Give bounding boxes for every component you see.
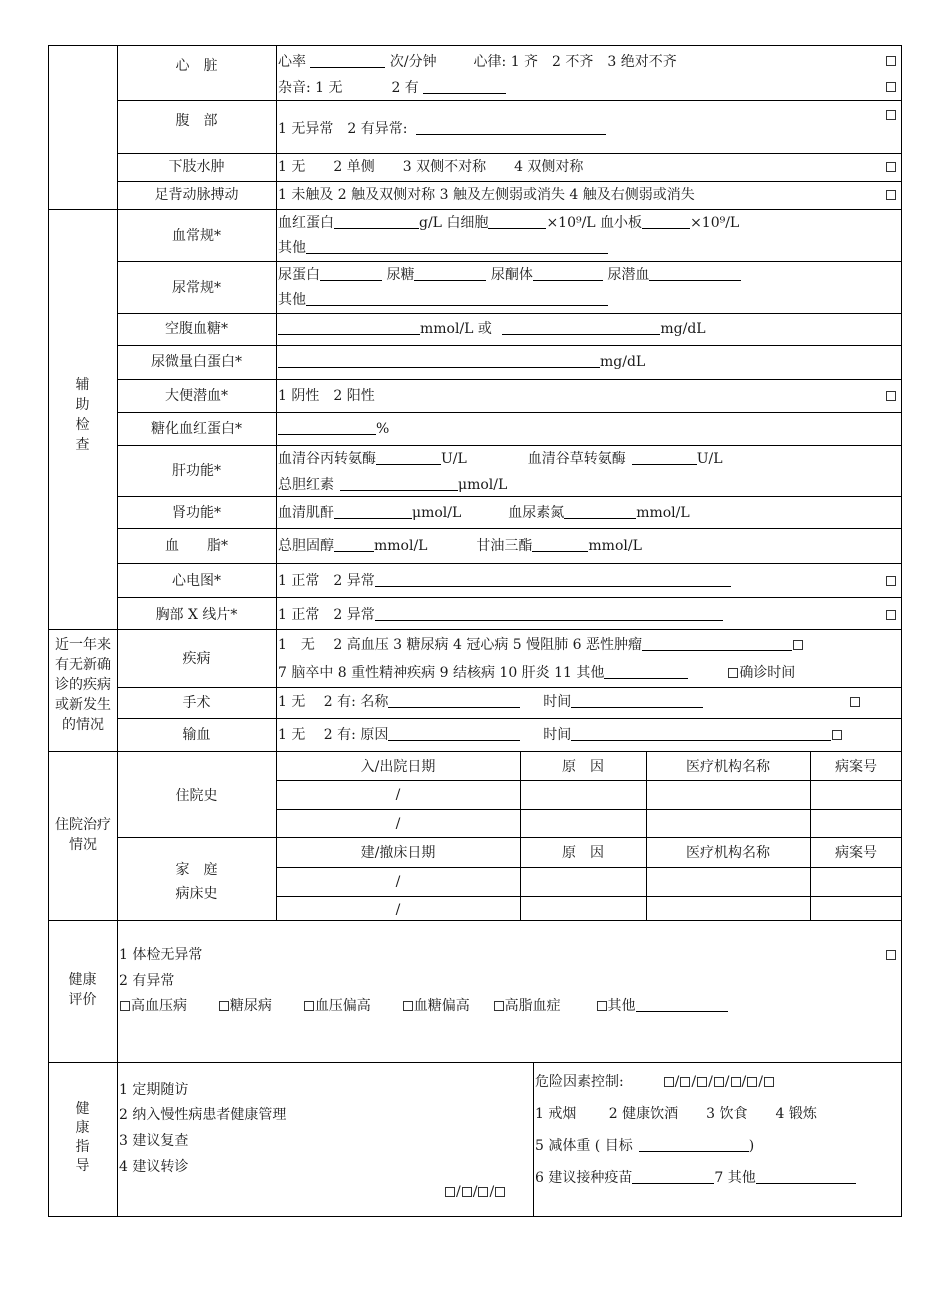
- aux-section-label: 辅 助 检 查: [75, 377, 90, 453]
- heart-rhythm-options: 1 齐 2 不齐 3 绝对不齐: [510, 54, 677, 70]
- urine-other-field[interactable]: [306, 292, 608, 306]
- plt-unit: ×10⁹/L: [690, 215, 740, 231]
- xray-checkbox[interactable]: [886, 610, 896, 620]
- scr-unit: μmol/L: [412, 505, 462, 521]
- lipid-row: [278, 538, 642, 554]
- fbg-unit1: mmol/L 或: [420, 321, 492, 337]
- inpatient-row1-date[interactable]: /: [395, 787, 401, 803]
- heart-rate-label: 心率: [278, 54, 306, 70]
- guide-item-3: 3 建议复查: [119, 1133, 189, 1149]
- tg-label: 甘油三酯: [476, 538, 533, 554]
- eval-opt-checkbox[interactable]: [597, 1001, 607, 1011]
- guide-checkbox-group: [444, 1184, 506, 1200]
- eval-opt-checkbox[interactable]: [219, 1001, 229, 1011]
- risk-other-field[interactable]: [756, 1170, 856, 1184]
- separator: /: [674, 1074, 680, 1090]
- grid-line: [117, 837, 902, 838]
- eval-opt-high-glucose: 血糖偏高: [413, 998, 470, 1014]
- eval-opt-checkbox[interactable]: [120, 1001, 130, 1011]
- guide-checkbox[interactable]: [478, 1187, 488, 1197]
- recent-section-label: 近一年来有无新确诊的疾病或新发生的情况: [55, 637, 111, 733]
- home-bed-row2-date[interactable]: /: [395, 902, 401, 918]
- pulse-checkbox[interactable]: [886, 190, 896, 200]
- grid-line: [48, 920, 902, 921]
- grid-line: [276, 896, 902, 897]
- grid-line: [117, 445, 902, 446]
- urine-routine-row2: [278, 292, 608, 308]
- urine-ket-field[interactable]: [533, 267, 603, 281]
- eval-opt-other: 其他: [607, 998, 636, 1014]
- fbg-unit2: mg/dL: [660, 321, 706, 337]
- urine-glu-field[interactable]: [414, 267, 486, 281]
- kidney-label: 肾功能*: [172, 505, 221, 521]
- alt-unit: U/L: [441, 451, 467, 467]
- heart-row1: [278, 54, 677, 70]
- risk-checkbox[interactable]: [714, 1077, 724, 1087]
- eval-checkbox[interactable]: [886, 950, 896, 960]
- ecg-options: 1 正常 2 异常: [278, 573, 375, 589]
- surgery-label: 手术: [182, 695, 211, 711]
- murmur-option-yes: 2 有: [391, 80, 419, 96]
- vaccine-field[interactable]: [632, 1170, 714, 1184]
- transfusion-row: [278, 727, 843, 743]
- surgery-time-label: 时间: [543, 694, 572, 710]
- hba1c-label: 糖化血红蛋白*: [151, 421, 242, 437]
- risk-control-row: [535, 1074, 775, 1090]
- urine-bld-label: 尿潜血: [607, 267, 650, 283]
- grid-line: [117, 313, 902, 314]
- inpatient-row2-date[interactable]: /: [395, 816, 401, 832]
- blood-other-label: 其他: [278, 240, 306, 256]
- grid-line: [117, 345, 902, 346]
- risk-weight-row: [535, 1138, 754, 1154]
- urine-bld-field[interactable]: [649, 267, 741, 281]
- murmur-option-none: 1 无: [315, 80, 343, 96]
- heart-label: 心 脏: [175, 58, 218, 74]
- separator: /: [456, 1184, 461, 1200]
- grid-line: [117, 261, 902, 262]
- hb-field[interactable]: [334, 215, 419, 229]
- grid-line: [48, 1062, 902, 1063]
- wbc-field[interactable]: [488, 215, 546, 229]
- grid-line: [646, 751, 647, 920]
- murmur-checkbox[interactable]: [886, 82, 896, 92]
- risk-checkbox[interactable]: [697, 1077, 707, 1087]
- eval-abnormal: 2 有异常: [119, 973, 175, 989]
- ecg-label: 心电图*: [172, 573, 221, 589]
- transfusion-reason-field[interactable]: [388, 727, 520, 741]
- risk-checkbox[interactable]: [680, 1077, 690, 1087]
- liver-label: 肝功能*: [172, 463, 221, 479]
- surgery-checkbox[interactable]: [850, 697, 860, 707]
- eval-opt-hyperlipidemia: 高脂血症: [504, 998, 561, 1014]
- grid-line: [276, 809, 902, 810]
- grid-line: [117, 528, 902, 529]
- ecg-checkbox[interactable]: [886, 576, 896, 586]
- inpatient-col-record: 病案号: [835, 759, 877, 775]
- grid-line: [810, 751, 811, 920]
- separator: /: [758, 1074, 763, 1090]
- risk-other-label: 7 其他: [714, 1170, 756, 1186]
- home-bed-col-record: 病案号: [835, 845, 877, 861]
- xray-label: 胸部 X 线片*: [155, 607, 238, 623]
- plt-field[interactable]: [642, 215, 690, 229]
- eval-opt-checkbox[interactable]: [304, 1001, 314, 1011]
- edema-options: 1 无 2 单侧 3 双侧不对称 4 双侧对称: [278, 159, 584, 175]
- separator: /: [724, 1074, 730, 1090]
- urine-other-label: 其他: [278, 292, 306, 308]
- fbg-mgdl-field[interactable]: [502, 321, 660, 335]
- abdomen-field[interactable]: [416, 121, 606, 135]
- disease-tumor-field[interactable]: [642, 637, 792, 651]
- risk-weight-close: ): [748, 1138, 755, 1154]
- tc-field[interactable]: [334, 538, 374, 552]
- tbil-label: 总胆红素: [278, 477, 334, 493]
- eval-opt-hypertension: 高血压病: [131, 998, 187, 1014]
- inpatient-col-date: 入/出院日期: [360, 759, 436, 775]
- wbc-label: 白细胞: [446, 215, 489, 231]
- grid-line: [117, 496, 902, 497]
- tc-label: 总胆固醇: [278, 538, 334, 554]
- xray-row: [278, 607, 723, 623]
- liver-row1: [278, 451, 723, 467]
- guide-checkbox[interactable]: [445, 1187, 455, 1197]
- kidney-row: [278, 505, 690, 521]
- home-bed-col-org: 医疗机构名称: [686, 845, 770, 861]
- xray-options: 1 正常 2 异常: [278, 607, 375, 623]
- grid-line: [117, 181, 902, 182]
- surgery-row: [278, 694, 703, 710]
- grid-line: [276, 867, 902, 868]
- grid-line: [533, 1062, 534, 1217]
- fobt-label: 大便潜血*: [165, 388, 228, 404]
- inpatient-label: 住院史: [175, 788, 218, 804]
- tbil-unit: μmol/L: [458, 477, 508, 493]
- liver-row2: [278, 477, 507, 493]
- blood-other-field[interactable]: [306, 240, 608, 254]
- lipid-label: 血 脂*: [165, 538, 228, 554]
- edema-checkbox[interactable]: [886, 162, 896, 172]
- alt-label: 血清谷丙转氨酶: [278, 451, 376, 467]
- guide-checkbox[interactable]: [462, 1187, 472, 1197]
- malb-row: [278, 354, 645, 370]
- scr-label: 血清肌酐: [278, 505, 334, 521]
- hb-label: 血红蛋白: [278, 215, 334, 231]
- ast-field[interactable]: [632, 451, 697, 465]
- scr-field[interactable]: [334, 505, 412, 519]
- bun-field[interactable]: [564, 505, 636, 519]
- disease-options-2: 7 脑卒中 8 重性精神疾病 9 结核病 10 肝炎 11 其他: [278, 665, 605, 681]
- home-bed-label: 家 庭 病床史: [175, 862, 218, 902]
- disease-row2: [278, 665, 795, 681]
- hba1c-row: [278, 421, 389, 437]
- blood-routine-row1: [278, 215, 739, 231]
- edema-label: 下肢水肿: [168, 159, 225, 175]
- bun-unit: mmol/L: [636, 505, 690, 521]
- risk-options-1: 1 戒烟 2 健康饮酒 3 饮食 4 锻炼: [535, 1106, 817, 1122]
- home-bed-row1-date[interactable]: /: [395, 874, 401, 890]
- grid-line: [117, 45, 118, 1217]
- fobt-checkbox[interactable]: [886, 391, 896, 401]
- diagnosis-time-checkbox[interactable]: [728, 668, 738, 678]
- grid-line: [117, 379, 902, 380]
- tc-unit: mmol/L: [374, 538, 428, 554]
- grid-line: [48, 209, 902, 210]
- grid-line: [520, 751, 521, 920]
- disease-checkbox[interactable]: [793, 640, 803, 650]
- grid-line: [117, 718, 902, 719]
- blood-routine-row2: [278, 240, 608, 256]
- disease-options-1: 1 无 2 高血压 3 糖尿病 4 冠心病 5 慢阻肺 6 恶性肿瘤: [278, 637, 642, 653]
- grid-line: [117, 153, 902, 154]
- risk-vaccine-label: 6 建议接种疫苗: [535, 1170, 633, 1186]
- grid-line: [48, 629, 902, 630]
- transfusion-options: 1 无 2 有: 原因: [278, 727, 389, 743]
- transfusion-time-label: 时间: [543, 727, 572, 743]
- risk-vaccine-row: [535, 1170, 856, 1186]
- eval-normal: 1 体检无异常: [119, 947, 203, 963]
- abdomen-row: [278, 121, 606, 137]
- grid-line: [117, 563, 902, 564]
- home-bed-col-date: 建/撤床日期: [360, 845, 436, 861]
- wbc-unit: ×10⁹/L: [546, 215, 596, 231]
- risk-weight-label: 5 减体重 ( 目标: [535, 1138, 633, 1154]
- heart-rate-field[interactable]: [310, 54, 385, 68]
- malb-unit: mg/dL: [600, 354, 646, 370]
- separator: /: [691, 1074, 697, 1090]
- tg-unit: mmol/L: [588, 538, 642, 554]
- disease-label: 疾病: [182, 651, 211, 667]
- malb-label: 尿微量白蛋白*: [151, 354, 242, 370]
- eval-options-row: [119, 998, 728, 1014]
- hba1c-field[interactable]: [278, 421, 376, 435]
- risk-checkbox[interactable]: [731, 1077, 741, 1087]
- grid-line: [117, 100, 902, 101]
- transfusion-time-field[interactable]: [571, 727, 831, 741]
- guide-item-1: 1 定期随访: [119, 1082, 189, 1098]
- inpatient-col-org: 医疗机构名称: [686, 759, 770, 775]
- blood-routine-label: 血常规*: [172, 228, 221, 244]
- urine-routine-label: 尿常规*: [172, 280, 221, 296]
- eval-section-label: 健康 评价: [68, 972, 97, 1008]
- fobt-options: 1 阴性 2 阳性: [278, 388, 375, 404]
- urine-glu-label: 尿糖: [386, 267, 415, 283]
- disease-other-field[interactable]: [604, 665, 688, 679]
- heart-rhythm-checkbox[interactable]: [886, 56, 896, 66]
- tg-field[interactable]: [532, 538, 588, 552]
- bun-label: 血尿素氮: [508, 505, 565, 521]
- separator: /: [708, 1074, 713, 1090]
- separator: /: [489, 1184, 495, 1200]
- urine-ket-label: 尿酮体: [490, 267, 533, 283]
- ast-unit: U/L: [696, 451, 723, 467]
- risk-checkbox[interactable]: [747, 1077, 757, 1087]
- fbg-row: [278, 321, 706, 337]
- transfusion-label: 输血: [182, 727, 211, 743]
- plt-label: 血小板: [600, 215, 643, 231]
- home-bed-col-reason: 原 因: [562, 845, 604, 861]
- eval-other-field[interactable]: [636, 998, 728, 1012]
- risk-control-label: 危险因素控制:: [535, 1074, 624, 1090]
- fbg-mmol-field[interactable]: [278, 321, 420, 335]
- grid-line: [117, 687, 902, 688]
- pulse-options: 1 未触及 2 触及双侧对称 3 触及左侧弱或消失 4 触及右侧弱或消失: [278, 187, 695, 203]
- eval-opt-high-bp: 血压偏高: [314, 998, 371, 1014]
- risk-checkbox[interactable]: [764, 1077, 774, 1087]
- xray-field[interactable]: [375, 607, 723, 621]
- urine-routine-row1: [278, 267, 741, 283]
- eval-opt-checkbox[interactable]: [494, 1001, 504, 1011]
- tbil-field[interactable]: [340, 477, 458, 491]
- heart-row2: [278, 80, 506, 96]
- alt-field[interactable]: [376, 451, 441, 465]
- heart-rate-unit: 次/分钟: [389, 54, 437, 70]
- guide-checkbox[interactable]: [495, 1187, 505, 1197]
- diagnosis-time-label: 确诊时间: [739, 665, 796, 681]
- surgery-name-field[interactable]: [388, 694, 520, 708]
- guide-section-label: 健 康 指 导: [75, 1101, 90, 1174]
- ecg-row: [278, 573, 731, 589]
- urine-pro-field[interactable]: [320, 267, 382, 281]
- hosp-section-label: 住院治疗情况: [55, 817, 111, 853]
- weight-target-field[interactable]: [639, 1138, 749, 1152]
- hb-unit: g/L: [419, 215, 442, 231]
- guide-item-2: 2 纳入慢性病患者健康管理: [119, 1107, 287, 1123]
- murmur-field[interactable]: [423, 80, 506, 94]
- grid-line: [276, 780, 902, 781]
- heart-rhythm-label: 心律:: [473, 54, 507, 70]
- surgery-options: 1 无 2 有: 名称: [278, 694, 389, 710]
- eval-opt-checkbox[interactable]: [403, 1001, 413, 1011]
- grid-line: [117, 597, 902, 598]
- eval-opt-diabetes: 糖尿病: [229, 998, 272, 1014]
- grid-line: [117, 412, 902, 413]
- surgery-time-field[interactable]: [571, 694, 703, 708]
- abdomen-options: 1 无异常 2 有异常:: [278, 121, 408, 137]
- guide-item-4: 4 建议转诊: [119, 1159, 189, 1175]
- separator: /: [472, 1184, 478, 1200]
- ecg-field[interactable]: [375, 573, 731, 587]
- murmur-label: 杂音:: [278, 80, 311, 96]
- inpatient-col-reason: 原 因: [562, 759, 604, 775]
- grid-line: [48, 751, 902, 752]
- disease-row1: [278, 637, 804, 653]
- risk-checkbox[interactable]: [664, 1077, 674, 1087]
- malb-field[interactable]: [278, 354, 600, 368]
- separator: /: [741, 1074, 747, 1090]
- fbg-label: 空腹血糖*: [165, 321, 228, 337]
- transfusion-checkbox[interactable]: [832, 730, 842, 740]
- pulse-label: 足背动脉搏动: [154, 187, 239, 203]
- abdomen-checkbox[interactable]: [886, 110, 896, 120]
- urine-pro-label: 尿蛋白: [278, 267, 320, 283]
- abdomen-label: 腹 部: [175, 113, 218, 129]
- ast-label: 血清谷草转氨酶: [527, 451, 626, 467]
- hba1c-unit: %: [376, 421, 390, 437]
